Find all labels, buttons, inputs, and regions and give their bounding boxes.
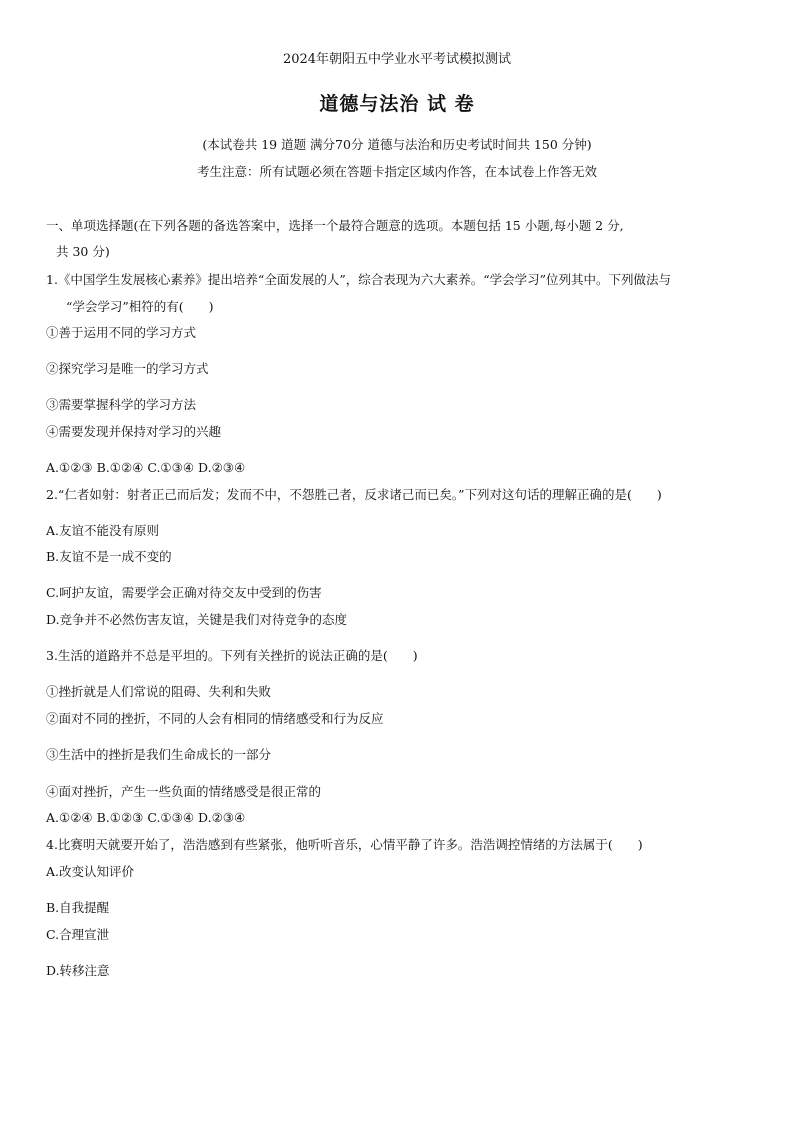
section-heading-cont: 共 30 分) <box>56 244 110 259</box>
question-1-item: ④需要发现并保持对学习的兴趣 <box>46 424 222 439</box>
exam-info: (本试卷共 19 道题 满分70分 道德与法治和历史考试时间共 150 分钟) <box>202 137 592 152</box>
question-2-option: A.友谊不能没有原则 <box>46 523 160 538</box>
question-3-options: A.①②④ B.①②③ C.①③④ D.②③④ <box>46 810 246 825</box>
question-2-option: B.友谊不是一成不变的 <box>46 549 172 564</box>
question-3-item: ①挫折就是人们常说的阻碍、失利和失败 <box>46 684 272 699</box>
question-1-item: ①善于运用不同的学习方式 <box>46 325 197 340</box>
question-4-option: D.转移注意 <box>46 963 110 978</box>
question-1-stem-cont: “学会学习”相符的有( ) <box>66 299 214 314</box>
question-3-item: ②面对不同的挫折，不同的人会有相同的情绪感受和行为反应 <box>46 711 384 726</box>
question-3-stem: 3.生活的道路并不总是平坦的。下列有关挫折的说法正确的是( ) <box>46 648 418 663</box>
subject-title: 道德与法治 试 卷 <box>319 93 475 115</box>
question-4-stem: 4.比赛明天就要开始了，浩浩感到有些紧张，他听听音乐，心情平静了许多。浩浩调控情绪的方法属于( ) <box>46 837 643 852</box>
question-3-item: ③生活中的挫折是我们生命成长的一部分 <box>46 747 272 762</box>
question-1-item: ②探究学习是唯一的学习方式 <box>46 361 209 376</box>
question-1-stem: 1.《中国学生发展核心素养》提出培养“全面发展的人”，综合表现为六大素养。“学会学习”位列其中。下列做法与 <box>46 272 671 287</box>
question-4-option: B.自我提醒 <box>46 900 110 915</box>
question-3-item: ④面对挫折，产生一些负面的情绪感受是很正常的 <box>46 784 322 799</box>
exam-notice: 考生注意：所有试题必须在答题卡指定区域内作答，在本试卷上作答无效 <box>196 164 597 179</box>
exam-name: 2024年朝阳五中学业水平考试模拟测试 <box>282 52 512 67</box>
question-2-option: C.呵护友谊，需要学会正确对待交友中受到的伤害 <box>46 585 322 600</box>
question-2-stem: 2.“仁者如射：射者正己而后发；发而不中，不怨胜己者，反求诸己而已矣。”下列对这句话的理解正确的是( ) <box>46 487 662 502</box>
question-1-item: ③需要掌握科学的学习方法 <box>46 397 197 412</box>
question-2-option: D.竞争并不必然伤害友谊，关键是我们对待竞争的态度 <box>46 612 348 627</box>
question-4-option: C.合理宣泄 <box>46 927 110 942</box>
question-4-option: A.改变认知评价 <box>46 864 135 879</box>
question-1-options: A.①②③ B.①②④ C.①③④ D.②③④ <box>46 460 246 475</box>
section-heading: 一、单项选择题(在下列各题的备选答案中，选择一个最符合题意的选项。本题包括 15 小题,每小题 2 分, <box>46 218 624 233</box>
